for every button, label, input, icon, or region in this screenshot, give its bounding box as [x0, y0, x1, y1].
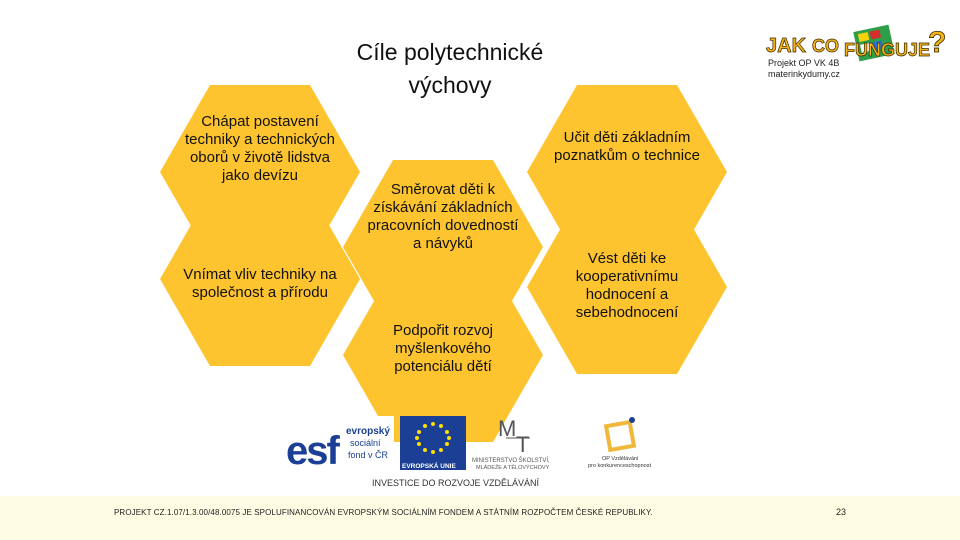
logo-question-mark: ? [928, 26, 947, 59]
partner-logos [280, 412, 680, 492]
eu-label: EVROPSKÁ UNIE [402, 463, 456, 470]
hexagon-5-text: Vést děti ke kooperativnímu hodnocení a sebehodnocení [575, 250, 679, 321]
page-number: 23 [836, 507, 847, 517]
footer-text: PROJEKT CZ.1.07/1.3.00/48.0075 JE SPOLUFINANCOVÁN EVROPSKÝM SOCIÁLNÍM FONDEM A STÁTNÍM ROZPOČTEM ČESKÉ REPUBLIKY. [114, 508, 653, 517]
logo-word-funguje: FUNGUJE [844, 40, 931, 60]
op-line-2: pro konkurenceschopnost [588, 463, 651, 469]
hexagon-1-text: Chápat postavení techniky a technických oborů v životě lidstva jako devízu [184, 113, 336, 184]
msmt-logo [472, 416, 550, 471]
esf-logo [284, 416, 394, 473]
logo-word-co: CO [812, 36, 839, 56]
msmt-line-1: MINISTERSTVO ŠKOLSTVÍ, [472, 458, 550, 464]
logo-subtitle-1: Projekt OP VK 4B [768, 58, 840, 68]
hexagon-3-text: Směrovat děti k získávání základních pracovních dovedností a návyků [367, 181, 519, 252]
hexagon-6-text: Podpořit rozvoj myšlenkového potenciálu dětí [392, 322, 494, 375]
hexagon-2-text: Učit děti základním poznatkům o technice [554, 129, 700, 164]
footer-bar [0, 496, 960, 540]
esf-line-2: sociální [350, 438, 381, 448]
op-vk-logo [588, 417, 651, 469]
esf-logo-big: esf [286, 429, 338, 473]
logo-word-jak: JAK [766, 35, 807, 57]
esf-line-3: fond v ČR [348, 450, 389, 460]
logo-subtitle-2: materinkydumy.cz [768, 69, 840, 79]
esf-line-1: evropský [346, 426, 390, 437]
op-line-1: OP Vzdělávání [602, 456, 639, 462]
investice-slogan: INVESTICE DO ROZVOJE VZDĚLÁVÁNÍ [372, 478, 540, 488]
msmt-line-2: MLÁDEŽE A TĚLOVÝCHOVY [476, 465, 550, 471]
msmt-t-glyph: T [516, 432, 530, 457]
eu-flag-logo [400, 416, 466, 470]
jak-co-funguje-logo [760, 22, 950, 82]
slide-title [300, 36, 600, 102]
slide-title-line-1: Cíle polytechnické [356, 39, 544, 65]
slide-title-line-2: výchovy [408, 72, 492, 98]
msmt-m-glyph: M [498, 416, 517, 441]
hexagon-4-text: Vnímat vliv techniky na společnost a přírodu [183, 266, 337, 301]
